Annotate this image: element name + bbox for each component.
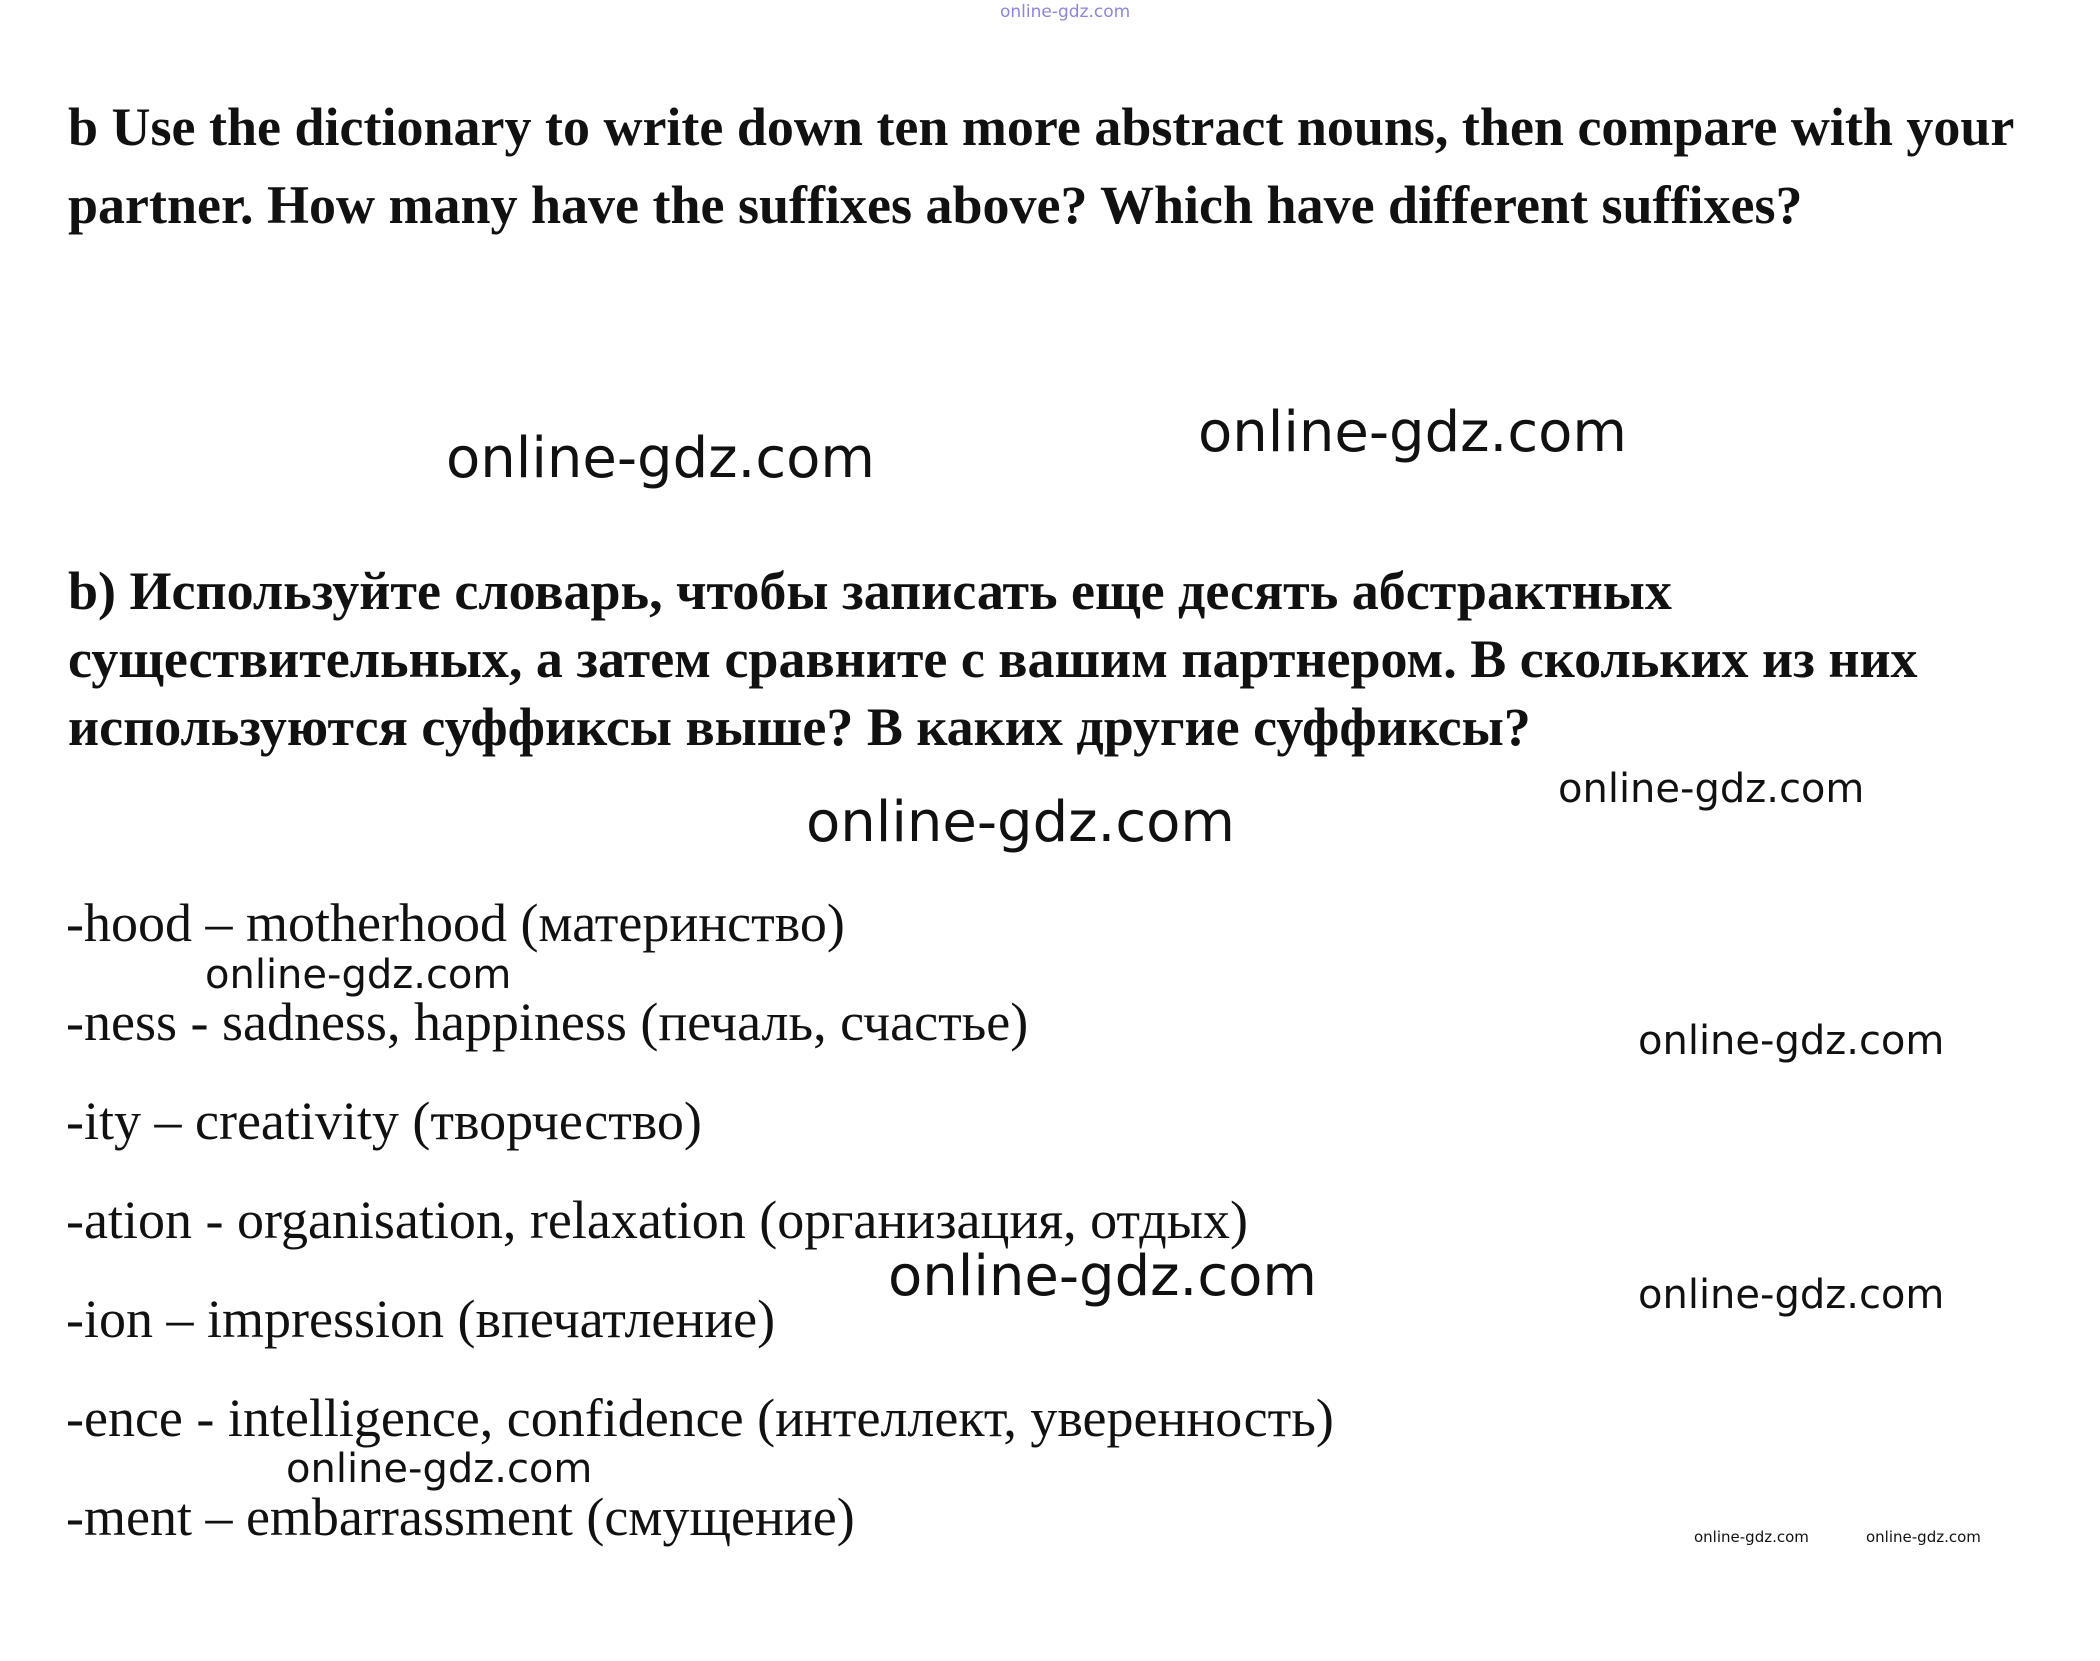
watermark: online-gdz.com [1558,766,1865,812]
answer-line: -ation - organisation, relaxation (организация, отдых) [66,1190,1249,1250]
watermark: online-gdz.com [1866,1528,1981,1546]
watermark: online-gdz.com [1638,1018,1945,1064]
watermark: online-gdz.com [286,1446,593,1492]
watermark: online-gdz.com [806,790,1235,855]
answer-line: -ity – creativity (творчество) [66,1091,702,1151]
answer-line: -hood – motherhood (материнство) [66,893,845,953]
exercise-prompt-russian: b) Используйте словарь, чтобы записать еще десять абстрактных существительных, а затем сравните с вашим партнером. В скольких из них используются суффиксы выше? В каких другие суффиксы? [68,561,1918,757]
watermark: online-gdz.com [1198,400,1627,465]
watermark: online-gdz.com [1638,1272,1945,1318]
answer-line: -ness - sadness, happiness (печаль, счастье) [66,992,1029,1052]
watermark: online-gdz.com [888,1244,1317,1309]
watermark: online-gdz.com [205,952,512,998]
answer-line: -ion – impression (впечатление) [66,1289,776,1349]
watermark: online-gdz.com [1694,1528,1809,1546]
exercise-prompt-english: b Use the dictionary to write down ten more abstract nouns, then compare with your partner. How many have the suffixes above? Which have different suffixes? [68,97,2014,235]
answer-line: -ence - intelligence, confidence (интеллект, уверенность) [66,1388,1334,1448]
watermark-top: online-gdz.com [1000,2,1131,22]
watermark: online-gdz.com [446,426,875,491]
answer-line: -ment – embarrassment (смущение) [66,1487,855,1547]
